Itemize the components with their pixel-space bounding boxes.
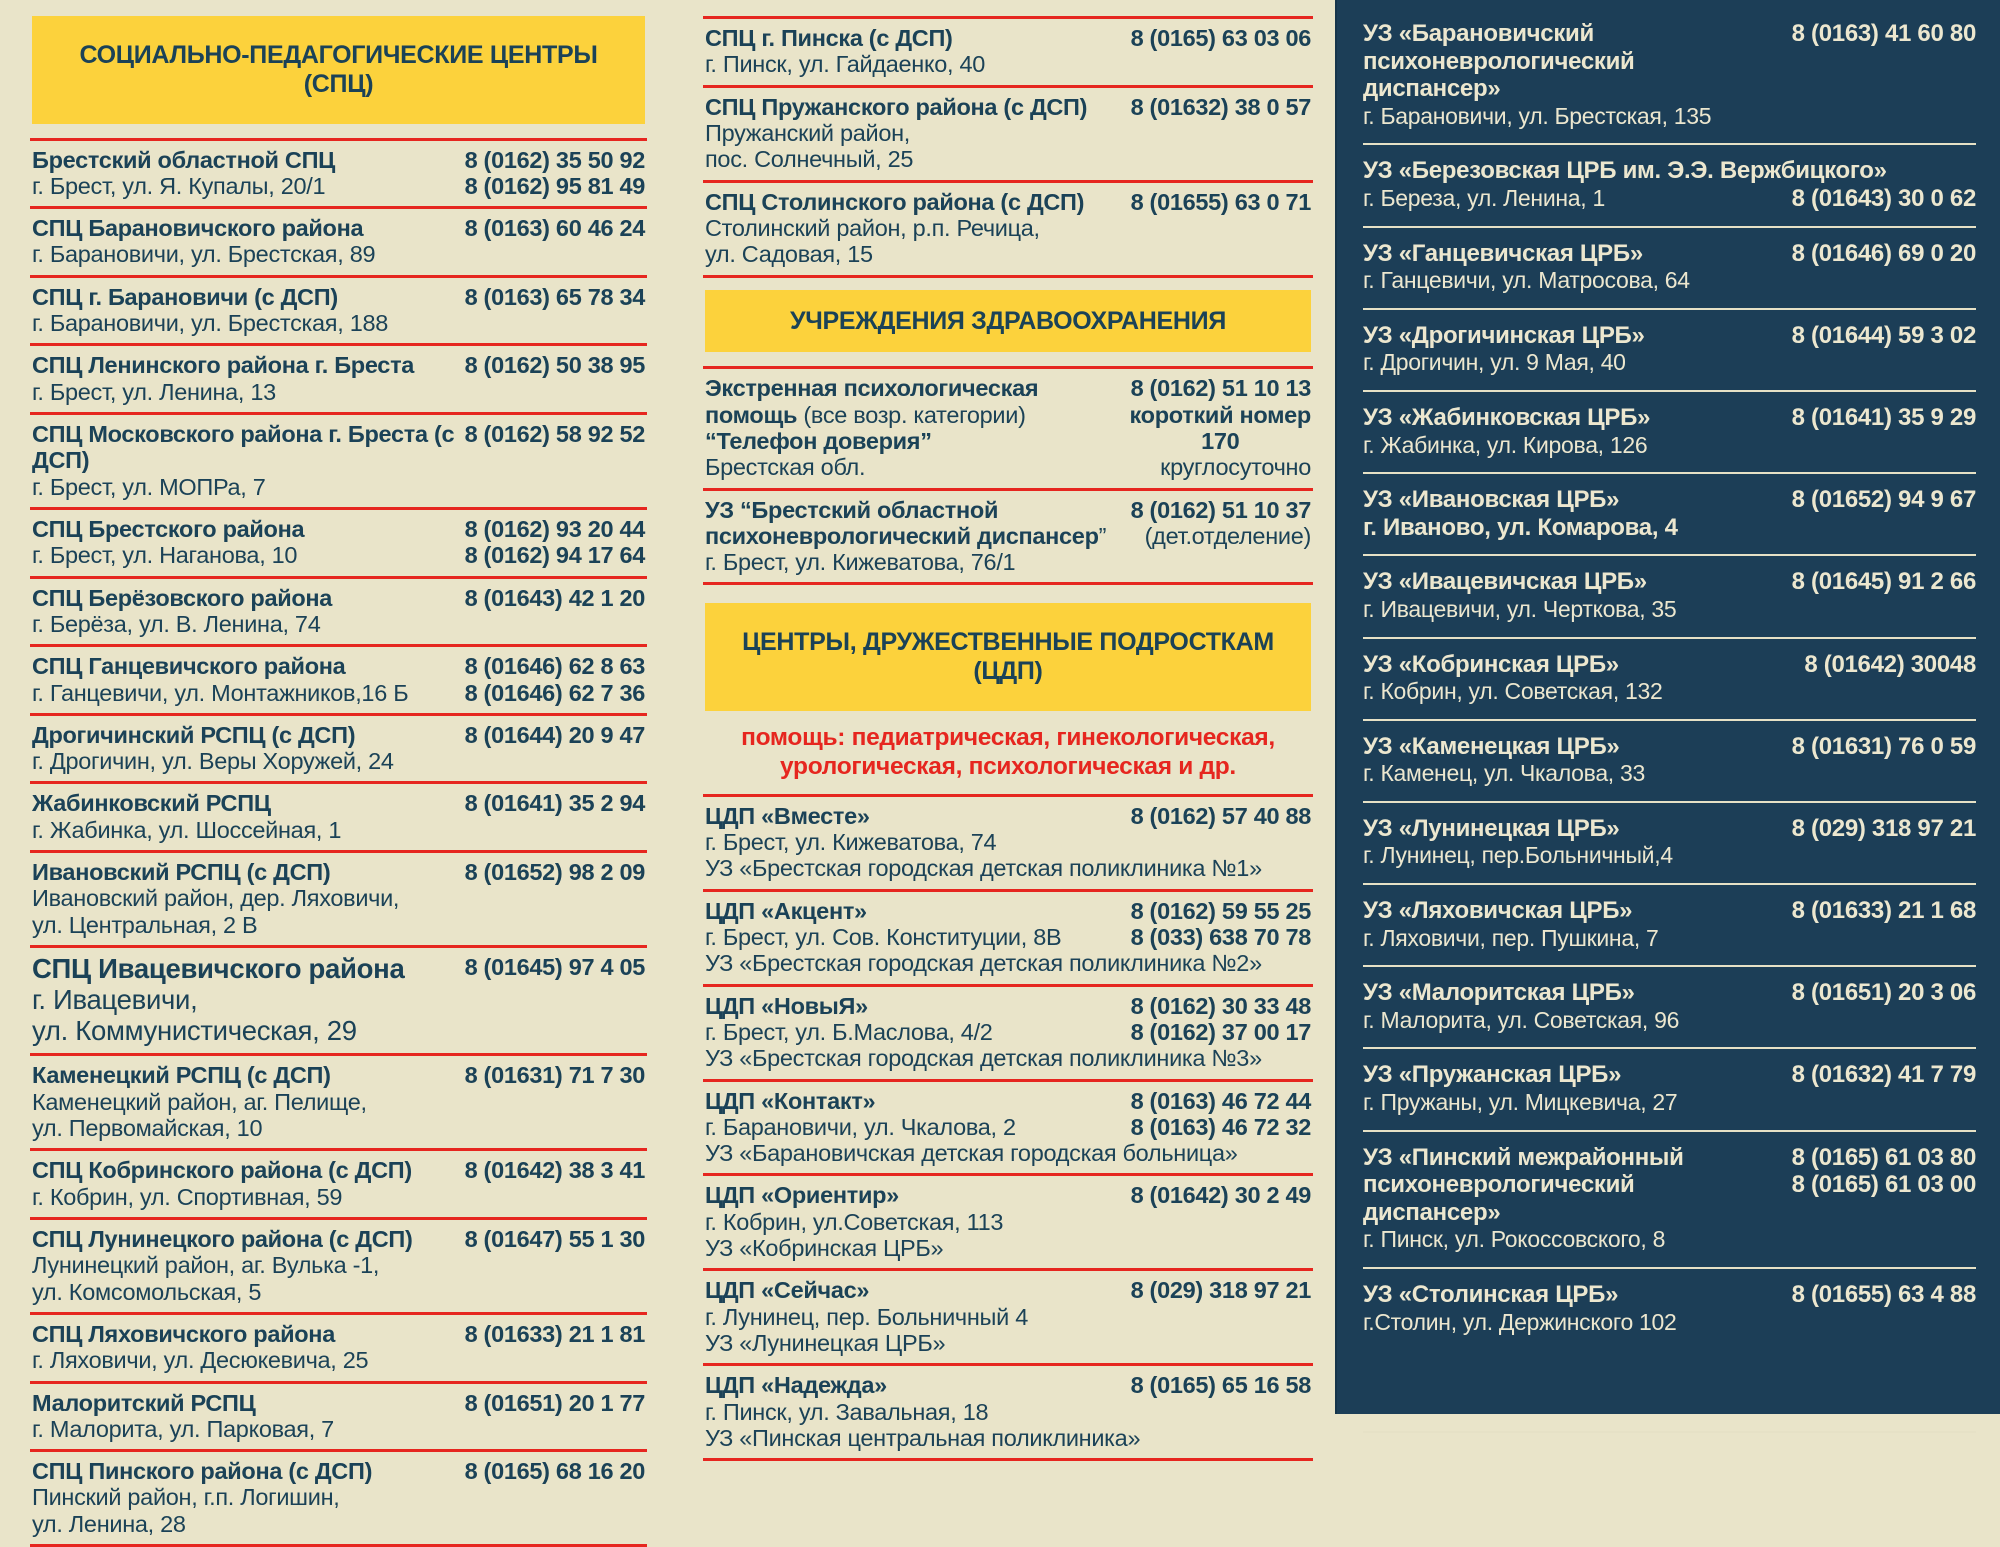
entry-address: г. Брест, ул. Я. Купалы, 20/1 [32,173,457,199]
entry-phone: 8 (0162) 57 40 88 [1131,803,1311,829]
entry-name: ЦДП «Контакт» [705,1088,1123,1114]
entry-address: г. Кобрин, ул.Советская, 113 [705,1209,1123,1235]
list-item [1363,721,1976,803]
entry-address: г. Кобрин, ул. Советская, 132 [1363,678,1796,706]
entry-phone: 8 (033) 638 70 78 [1131,924,1311,950]
list-item [30,579,647,648]
entry-address: г. Барановичи, ул. Брестская, 135 [1363,103,1784,131]
entry-phone: 8 (01655) 63 4 88 [1792,1281,1976,1309]
list-item [1363,967,1976,1049]
entry-address: г. Ивацевичи, [32,985,457,1016]
entry-name: СПЦ Ганцевичского района [32,653,457,679]
list-item [703,1082,1313,1177]
entry-address: г. Пинск, ул. Рокоссовского, 8 [1363,1226,1784,1254]
entry-name: УЗ «Ганцевичская ЦРБ» [1363,240,1784,268]
entry-address: г. Ганцевичи, ул. Монтажников,16 Б [32,680,457,706]
entry-address: ул. Первомайская, 10 [32,1115,457,1141]
entry-address: Пинский район, г.п. Логишин, [32,1484,457,1510]
spc-header: СОЦИАЛЬНО-ПЕДАГОГИЧЕСКИЕ ЦЕНТРЫ (СПЦ) [32,16,645,124]
entry-name: СПЦ Брестского района [32,516,457,542]
entry-name: СПЦ Пружанского района (с ДСП) [705,94,1123,120]
entry-name: “Телефон доверия” [705,428,1122,454]
entry-address: г. Малорита, ул. Советская, 96 [1363,1007,1784,1035]
list-item [30,415,647,510]
entry-name: г. Иваново, ул. Комарова, 4 [1363,514,1784,542]
list-item [703,797,1313,892]
entry-phone: 8 (01645) 91 2 66 [1792,568,1976,596]
list-item [1363,228,1976,310]
entry-phone: 8 (01641) 35 2 94 [465,790,645,816]
entry-phone: 8 (01643) 30 0 62 [1792,185,1976,213]
entry-name: ЦДП «Акцент» [705,898,1123,924]
entry-phone: 8 (01632) 38 0 57 [1131,94,1311,120]
entry-name: СПЦ Кобринского района (с ДСП) [32,1157,457,1183]
entry-address: г. Брест, ул. Сов. Конституции, 8В [705,924,1123,950]
entry-address: г. Барановичи, ул. Брестская, 89 [32,241,457,267]
entry-phone: 8 (01642) 30 2 49 [1131,1182,1311,1208]
entry-phone: 8 (01646) 62 8 63 [465,653,645,679]
entry-name: УЗ «Дрогичинская ЦРБ» [1363,322,1784,350]
entry-phone: 8 (0165) 61 03 80 [1792,1144,1976,1172]
entry-name: УЗ «Столинская ЦРБ» [1363,1281,1784,1309]
entry-address: Брестская обл. [705,454,1122,480]
entry-phone: 8 (01646) 62 7 36 [465,680,645,706]
entry-phone: 8 (0163) 60 46 24 [465,215,645,241]
entry-org: УЗ «Брестская городская детская поликлиника №3» [705,1045,1311,1071]
list-item [30,141,647,210]
entry-address: г. Малорита, ул. Парковая, 7 [32,1416,457,1442]
entry-phone: 8 (01651) 20 1 77 [465,1390,645,1416]
entry-address: г. Берёза, ул. В. Ленина, 74 [32,611,457,637]
entry-name: УЗ «Пинский межрайонный [1363,1144,1784,1172]
entry-address: ул. Садовая, 15 [705,241,1123,267]
entry-name: УЗ «Ляховичская ЦРБ» [1363,897,1784,925]
entry-name: СПЦ Московского района г. Бреста (с ДСП) [32,421,457,474]
entry-address: г. Брест, ул. Наганова, 10 [32,542,457,568]
entry-name: УЗ «Пружанская ЦРБ» [1363,1061,1784,1089]
entry-phone: 8 (01642) 38 3 41 [465,1157,645,1183]
list-item [30,1151,647,1220]
entry-address: ул. Коммунистическая, 29 [32,1016,457,1047]
list-item [703,1366,1313,1461]
entry-phone: 8 (01645) 97 4 05 [465,954,645,980]
entry-phone: 8 (01633) 21 1 81 [465,1321,645,1347]
entry-name: ЦДП «Сейчас» [705,1277,1123,1303]
entry-name: СПЦ Столинского района (с ДСП) [705,189,1123,215]
entry-phone: 170 [1130,428,1311,454]
list-item [30,1056,647,1151]
entry-phone: круглосуточно [1130,454,1311,480]
cdp-subtitle-line: урологическая, психологическая и др. [703,752,1313,781]
list-item [30,209,647,278]
spc-section [0,0,675,1414]
entry-name: УЗ «Жабинковская ЦРБ» [1363,404,1784,432]
entry-phone: 8 (0162) 37 00 17 [1131,1019,1311,1045]
entry-org: УЗ «Брестская городская детская поликлиника №2» [705,950,1311,976]
entry-address: г. Дрогичин, ул. Веры Хоружей, 24 [32,748,457,774]
spc-list-continued [703,16,1313,278]
entry-address: Лунинецкий район, аг. Вулька -1, [32,1252,457,1278]
entry-name: СПЦ Барановичского района [32,215,457,241]
entry-address: Каменецкий район, аг. Пелище, [32,1089,457,1115]
entry-phone: 8 (01642) 30048 [1804,651,1976,679]
entry-name: УЗ «Барановичский [1363,20,1784,48]
list-item [1363,885,1976,967]
entry-name: ЦДП «НовыЯ» [705,993,1123,1019]
entry-address: г.Столин, ул. Держинского 102 [1363,1309,1784,1337]
entry-name: диспансер» [1363,1199,1784,1227]
entry-org: УЗ «Барановичская детская городская больница» [705,1140,1311,1166]
entry-address: г. Брест, ул. МОПРа, 7 [32,474,457,500]
entry-name: СПЦ Ивацевичского района [32,954,457,985]
entry-phone: 8 (01631) 76 0 59 [1792,733,1976,761]
entry-phone: 8 (029) 318 97 21 [1131,1277,1311,1303]
entry-org: УЗ «Пинская центральная поликлиника» [705,1425,1311,1451]
list-item [1363,8,1976,145]
entry-org: УЗ «Брестская городская детская поликлиника №1» [705,855,1311,881]
cdp-list [703,794,1313,1462]
entry-phone: 8 (0162) 94 17 64 [465,542,645,568]
list-item [1363,556,1976,638]
entry-address: Пружанский район, [705,120,1123,146]
entry-name: диспансер» [1363,75,1784,103]
entry-address: г. Лунинец, пер.Больничный,4 [1363,842,1784,870]
health-list [703,366,1313,585]
entry-phone: 8 (0165) 61 03 00 [1792,1171,1976,1199]
entry-address: ул. Ленина, 28 [32,1511,457,1537]
entry-phone: 8 (01631) 71 7 30 [465,1062,645,1088]
list-item [1363,145,1976,227]
entry-phone: 8 (01643) 42 1 20 [465,585,645,611]
list-item [30,346,647,415]
entry-phone: 8 (0162) 51 10 13 [1130,375,1311,401]
entry-address: г. Брест, ул. Кижеватова, 76/1 [705,549,1123,575]
entry-address: г. Ляховичи, ул. Десюкевича, 25 [32,1347,457,1373]
entry-phone: 8 (0162) 30 33 48 [1131,993,1311,1019]
entry-address: г. Пинск, ул. Завальная, 18 [705,1399,1123,1425]
list-item [1363,639,1976,721]
entry-name: СПЦ Пинского района (с ДСП) [32,1458,457,1484]
entry-name: Каменецкий РСПЦ (с ДСП) [32,1062,457,1088]
entry-name: СПЦ Берёзовского района [32,585,457,611]
entry-phone: 8 (01655) 63 0 71 [1131,189,1311,215]
entry-name: СПЦ Лунинецкого района (с ДСП) [32,1226,457,1252]
entry-name: УЗ «Ивановская ЦРБ» [1363,486,1784,514]
entry-phone: 8 (01646) 69 0 20 [1792,240,1976,268]
list-item [30,1315,647,1384]
entry-phone: 8 (0162) 93 20 44 [465,516,645,542]
entry-address: г. Барановичи, ул. Чкалова, 2 [705,1114,1123,1140]
entry-phone: 8 (01632) 41 7 79 [1792,1061,1976,1089]
entry-name: УЗ «Лунинецкая ЦРБ» [1363,815,1784,843]
entry-name: Дрогичинский РСПЦ (с ДСП) [32,722,457,748]
health-header: УЧРЕЖДЕНИЯ ЗДРАВООХРАНЕНИЯ [705,290,1311,353]
entry-phone: 8 (01633) 21 1 68 [1792,897,1976,925]
entry-address: г. Береза, ул. Ленина, 1 [1363,185,1784,213]
entry-name: УЗ «Кобринская ЦРБ» [1363,651,1796,679]
entry-phone: 8 (0165) 63 03 06 [1131,25,1311,51]
entry-phone: 8 (0162) 35 50 92 [465,147,645,173]
entry-name: ЦДП «Надежда» [705,1372,1123,1398]
entry-org: УЗ «Лунинецкая ЦРБ» [705,1330,1311,1356]
entry-address: ул. Центральная, 2 В [32,912,457,938]
list-item [1363,310,1976,392]
list-item [703,19,1313,88]
list-item [1363,392,1976,474]
entry-name: Экстренная психологическая [705,375,1122,401]
entry-name: Брестский областной СПЦ [32,147,457,173]
list-item [30,1384,647,1453]
list-item [1363,1049,1976,1131]
list-item [703,1176,1313,1271]
list-item [30,853,647,948]
entry-address: г. Жабинка, ул. Кирова, 126 [1363,432,1784,460]
trailing-rule [1363,1431,1976,1433]
list-item [703,369,1313,490]
entry-address: г. Каменец, ул. Чкалова, 33 [1363,760,1784,788]
entry-name: психоневрологический [1363,48,1784,76]
entry-phone: короткий номер [1130,402,1311,428]
list-item [1363,474,1976,556]
list-item [30,784,647,853]
entry-address: г. Пружаны, ул. Мицкевича, 27 [1363,1089,1784,1117]
entry-address: пос. Солнечный, 25 [705,146,1123,172]
list-item [30,716,647,785]
entry-address: ул. Комсомольская, 5 [32,1279,457,1305]
list-item [1363,1269,1976,1349]
entry-phone: (дет.отделение) [1131,523,1311,549]
mid-section [675,0,1335,1414]
entry-address: г. Ляховичи, пер. Пушкина, 7 [1363,925,1784,953]
entry-name: УЗ «Каменецкая ЦРБ» [1363,733,1784,761]
entry-phone: 8 (01644) 20 9 47 [465,722,645,748]
list-item [30,1452,647,1547]
entry-phone: 8 (01647) 55 1 30 [465,1226,645,1252]
entry-name: Ивановский РСПЦ (с ДСП) [32,859,457,885]
list-item [1363,803,1976,885]
entry-name: УЗ «Малоритская ЦРБ» [1363,979,1784,1007]
entry-phone: 8 (01652) 94 9 67 [1792,486,1976,514]
entry-address: г. Ивацевичи, ул. Черткова, 35 [1363,596,1784,624]
entry-name: ЦДП «Ориентир» [705,1182,1123,1208]
entry-name: ЦДП «Вместе» [705,803,1123,829]
list-item [703,1271,1313,1366]
entry-name: СПЦ г. Пинска (с ДСП) [705,25,1123,51]
list-item [703,892,1313,987]
entry-address: Столинский район, р.п. Речица, [705,215,1123,241]
entry-address: психоневрологический диспансер” [705,523,1123,549]
entry-name: СПЦ Ленинского района г. Бреста [32,352,457,378]
list-item [30,278,647,347]
entry-phone: 8 (0162) 58 92 52 [465,421,645,447]
entry-phone: 8 (0163) 46 72 32 [1131,1114,1311,1140]
entry-name: Малоритский РСПЦ [32,1390,457,1416]
entry-name: Жабинковский РСПЦ [32,790,457,816]
entry-phone: 8 (0163) 46 72 44 [1131,1088,1311,1114]
entry-address: г. Барановичи, ул. Брестская, 188 [32,310,457,336]
list-item [703,183,1313,278]
entry-address: Ивановский район, дер. Ляховичи, [32,885,457,911]
health-facilities-section [1335,0,2000,1414]
entry-phone: 8 (0162) 51 10 37 [1131,497,1311,523]
list-item [30,647,647,716]
list-item [30,948,647,1056]
entry-name: психоневрологический [1363,1171,1784,1199]
entry-address: г. Брест, ул. Кижеватова, 74 [705,829,1123,855]
entry-address: г. Пинск, ул. Гайдаенко, 40 [705,51,1123,77]
list-item [30,1220,647,1315]
entry-address: г. Дрогичин, ул. 9 Мая, 40 [1363,349,1784,377]
list-item [703,88,1313,183]
entry-name: УЗ “Брестский областной [705,497,1123,523]
list-item [30,510,647,579]
entry-address: г. Брест, ул. Ленина, 13 [32,379,457,405]
entry-name: СПЦ Ляховичского района [32,1321,457,1347]
entry-address: г. Кобрин, ул. Спортивная, 59 [32,1184,457,1210]
entry-org: УЗ «Кобринская ЦРБ» [705,1235,1311,1261]
cdp-subtitle-line: помощь: педиатрическая, гинекологическая, [703,723,1313,752]
cdp-header: ЦЕНТРЫ, ДРУЖЕСТВЕННЫЕ ПОДРОСТКАМ (ЦДП) [705,603,1311,711]
entry-address: г. Брест, ул. Б.Маслова, 4/2 [705,1019,1123,1045]
entry-name: УЗ «Березовская ЦРБ им. Э.Э. Вержбицкого» [1363,157,1976,185]
entry-address: г. Жабинка, ул. Шоссейная, 1 [32,817,457,843]
cdp-subtitle [703,723,1313,782]
entry-phone: 8 (01651) 20 3 06 [1792,979,1976,1007]
entry-address: г. Ганцевичи, ул. Матросова, 64 [1363,267,1784,295]
entry-phone: 8 (01652) 98 2 09 [465,859,645,885]
entry-phone: 8 (01641) 35 9 29 [1792,404,1976,432]
entry-phone: 8 (0162) 59 55 25 [1131,898,1311,924]
entry-address: помощь (все возр. категории) [705,402,1122,428]
entry-phone: 8 (0163) 65 78 34 [465,284,645,310]
entry-phone: 8 (01644) 59 3 02 [1792,322,1976,350]
entry-phone: 8 (0165) 65 16 58 [1131,1372,1311,1398]
entry-phone: 8 (029) 318 97 21 [1792,815,1976,843]
entry-phone: 8 (0163) 41 60 80 [1792,20,1976,48]
entry-name: УЗ «Ивацевичская ЦРБ» [1363,568,1784,596]
uz-list [1363,8,1976,1349]
entry-phone: 8 (0162) 95 81 49 [465,173,645,199]
entry-name: СПЦ г. Барановичи (с ДСП) [32,284,457,310]
entry-address: г. Лунинец, пер. Больничный 4 [705,1304,1123,1330]
list-item [703,987,1313,1082]
list-item [703,491,1313,586]
entry-phone: 8 (0165) 68 16 20 [465,1458,645,1484]
entry-phone: 8 (0162) 50 38 95 [465,352,645,378]
spc-list-left [30,138,647,1547]
list-item [1363,1132,1976,1269]
